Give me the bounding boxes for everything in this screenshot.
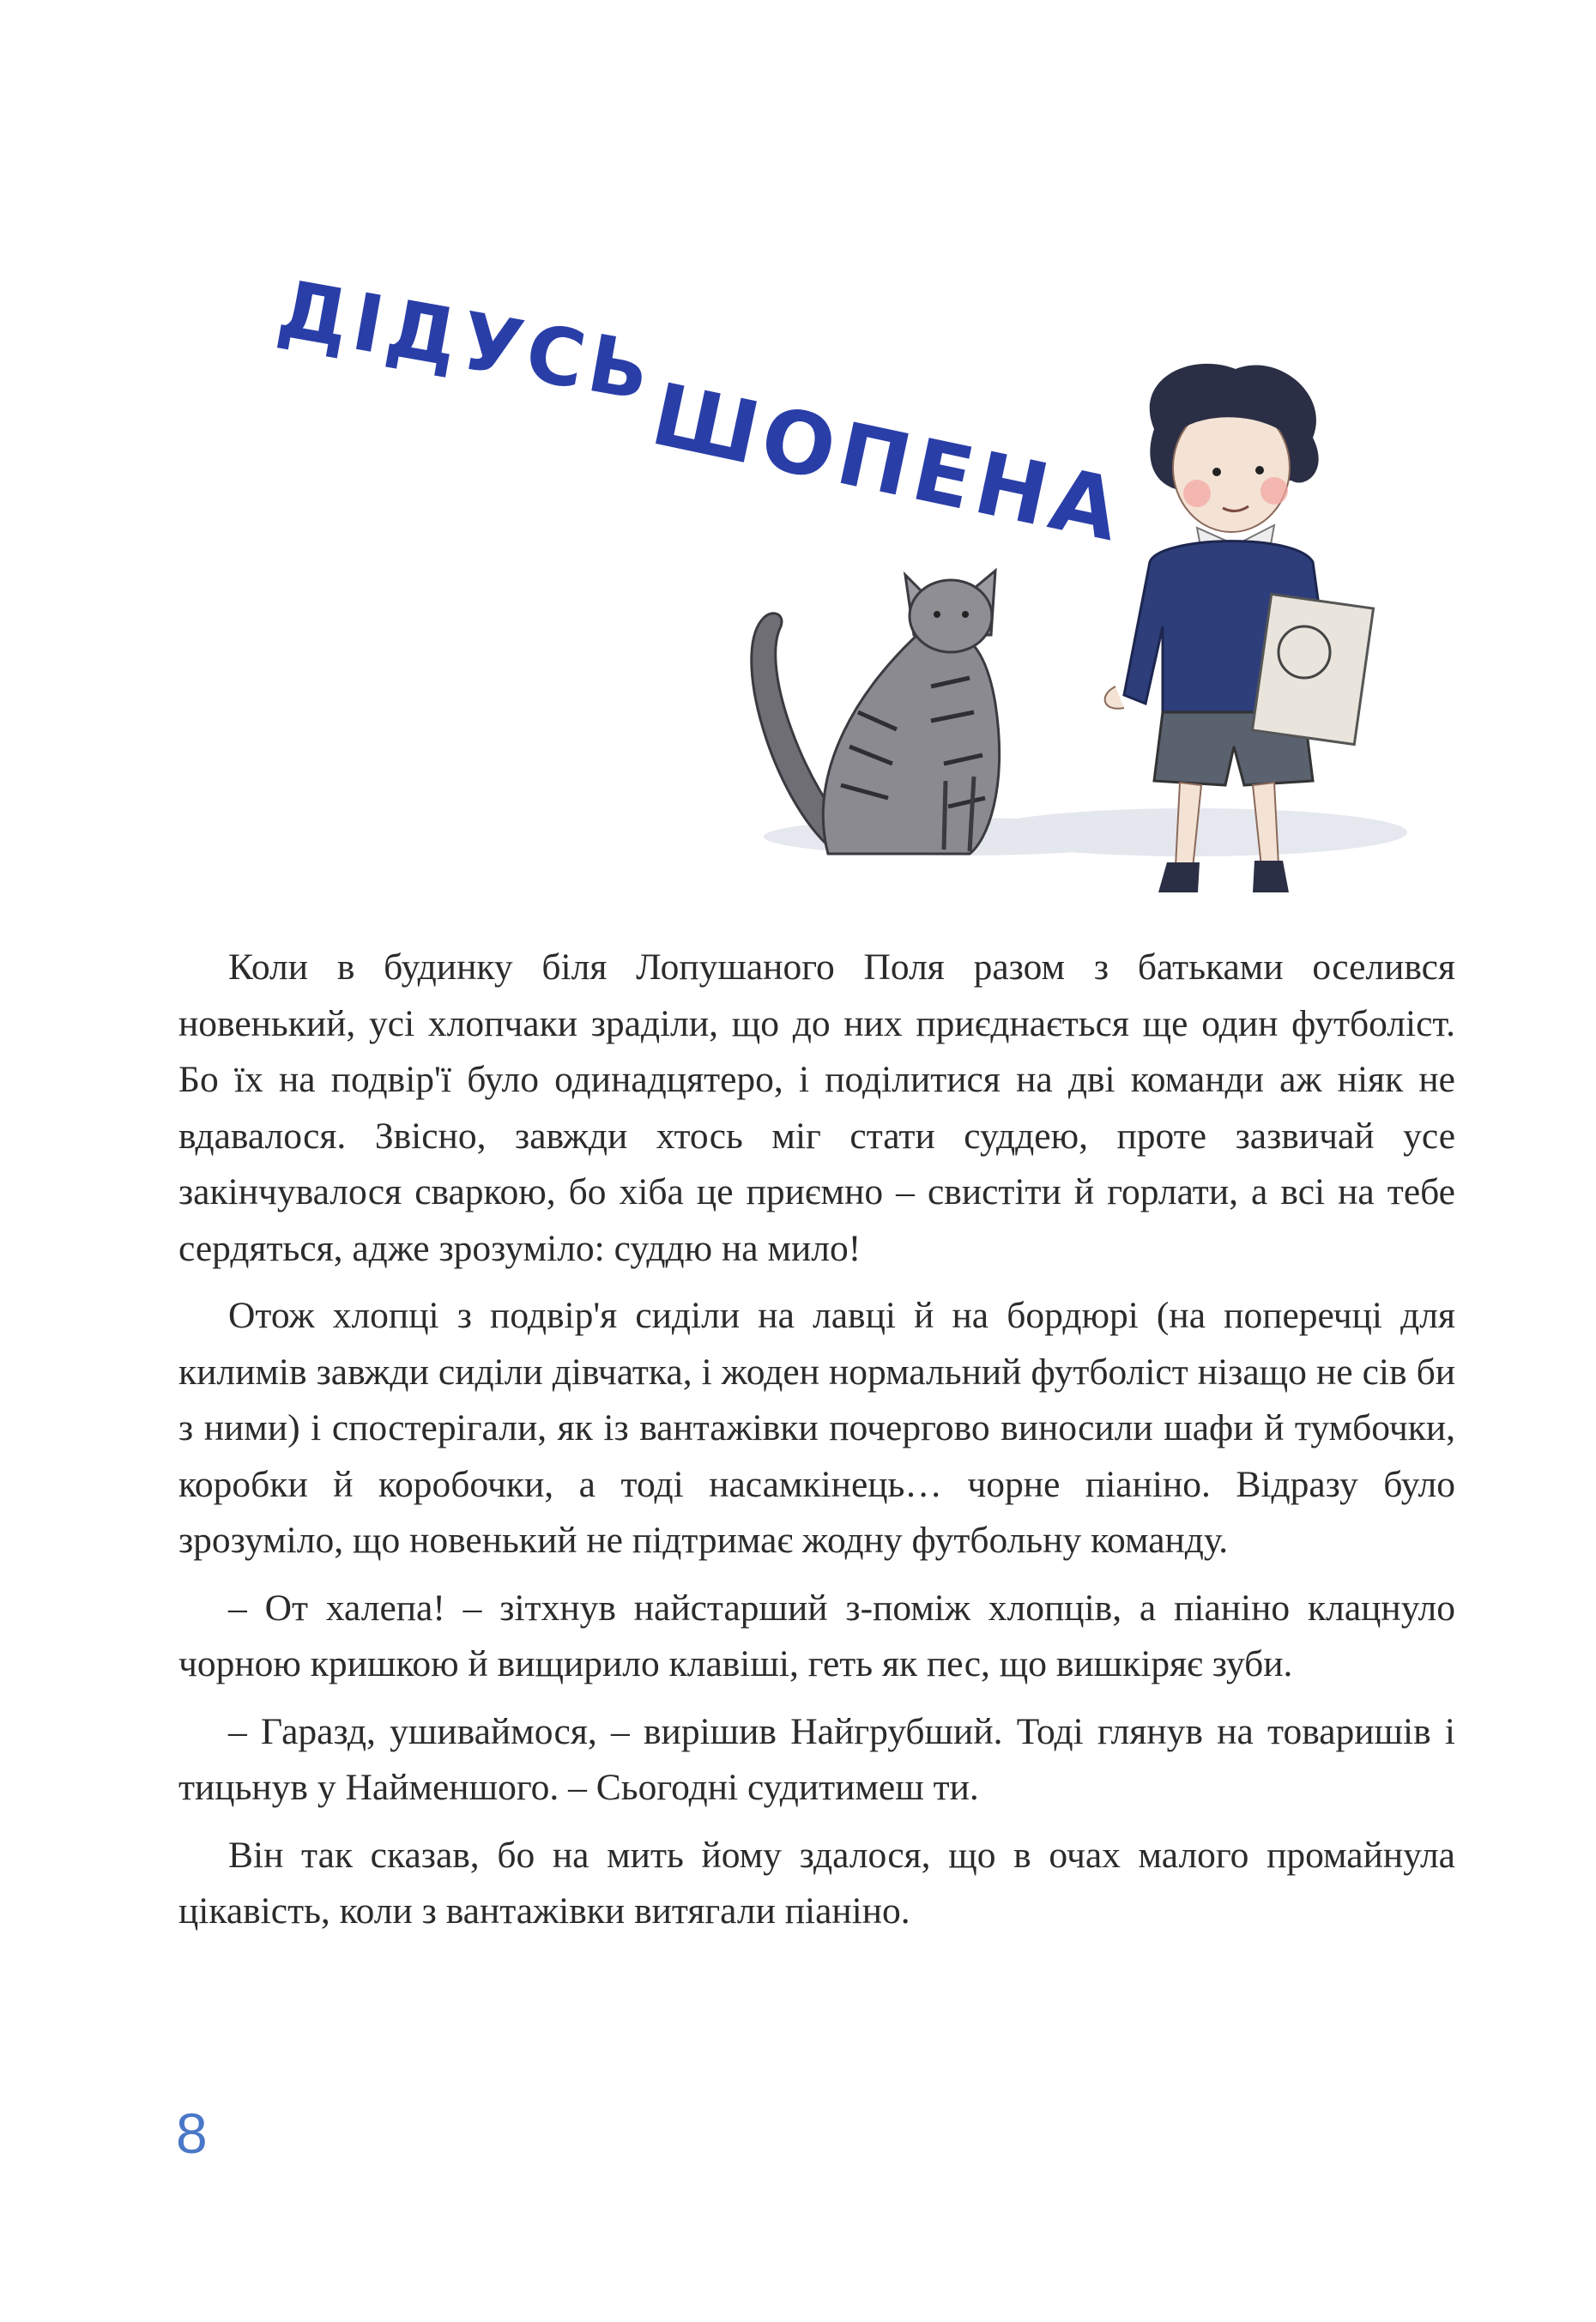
- paragraph: Коли в будинку біля Лопушаного Поля разом з батьками оселився новенький, усі хлопчаки зраділи, що до них приєднається ще один футболіст. Бо їх на подвір'ї було одинадцятеро, і поділитися на дві команди аж ніяк не вдавалося. Звісно, завжди хтось міг стати суддею, проте зазвичай усе закінчувалося сваркою, бо хіба це приємно – свистіти й горлати, а всі на тебе сердяться, адже зрозуміло: суддю на мило!: [178, 946, 1455, 1269]
- cat-figure: [752, 571, 1000, 854]
- chapter-title-word-2: ШОПЕНА: [644, 364, 1133, 562]
- book-icon: [1252, 594, 1373, 744]
- story-text: [178, 940, 1455, 1951]
- paragraph: Він так сказав, бо на мить йому здалося, що в очах малого промайнула цікавість, коли з вантажівки витягали піаніно.: [178, 1834, 1455, 1932]
- paragraph: – Гаразд, ушиваймося, – вирішив Найгрубший. Тоді глянув на товаришів і тицьнув у Найменшого. – Сьогодні судитимеш ти.: [178, 1710, 1455, 1808]
- paragraph: Отож хлопці з подвір'я сиділи на лавці й на бордюрі (на поперечці для килимів завжди сиділи дівчатка, і жоден нормальний футболіст нізащо не сів би з ними) і спостерігали, як із вантажівки почергово виносили шафи й тумбочки, коробки й коробочки, а тоді насамкінець… чорне піаніно. Відразу було зрозуміло, що новенький не підтримає жодну футбольну команду.: [178, 1295, 1455, 1561]
- page-number: 8: [176, 2101, 208, 2165]
- chapter-title-word-1: ДІДУСЬ: [271, 263, 662, 420]
- chapter-illustration: [712, 343, 1399, 901]
- paragraph: – От халепа! – зітхнув найстарший з-поміж хлопців, а піаніно клацнуло чорною кришкою й вищирило клавіші, геть як пес, що вишкіряє зуби.: [178, 1587, 1455, 1684]
